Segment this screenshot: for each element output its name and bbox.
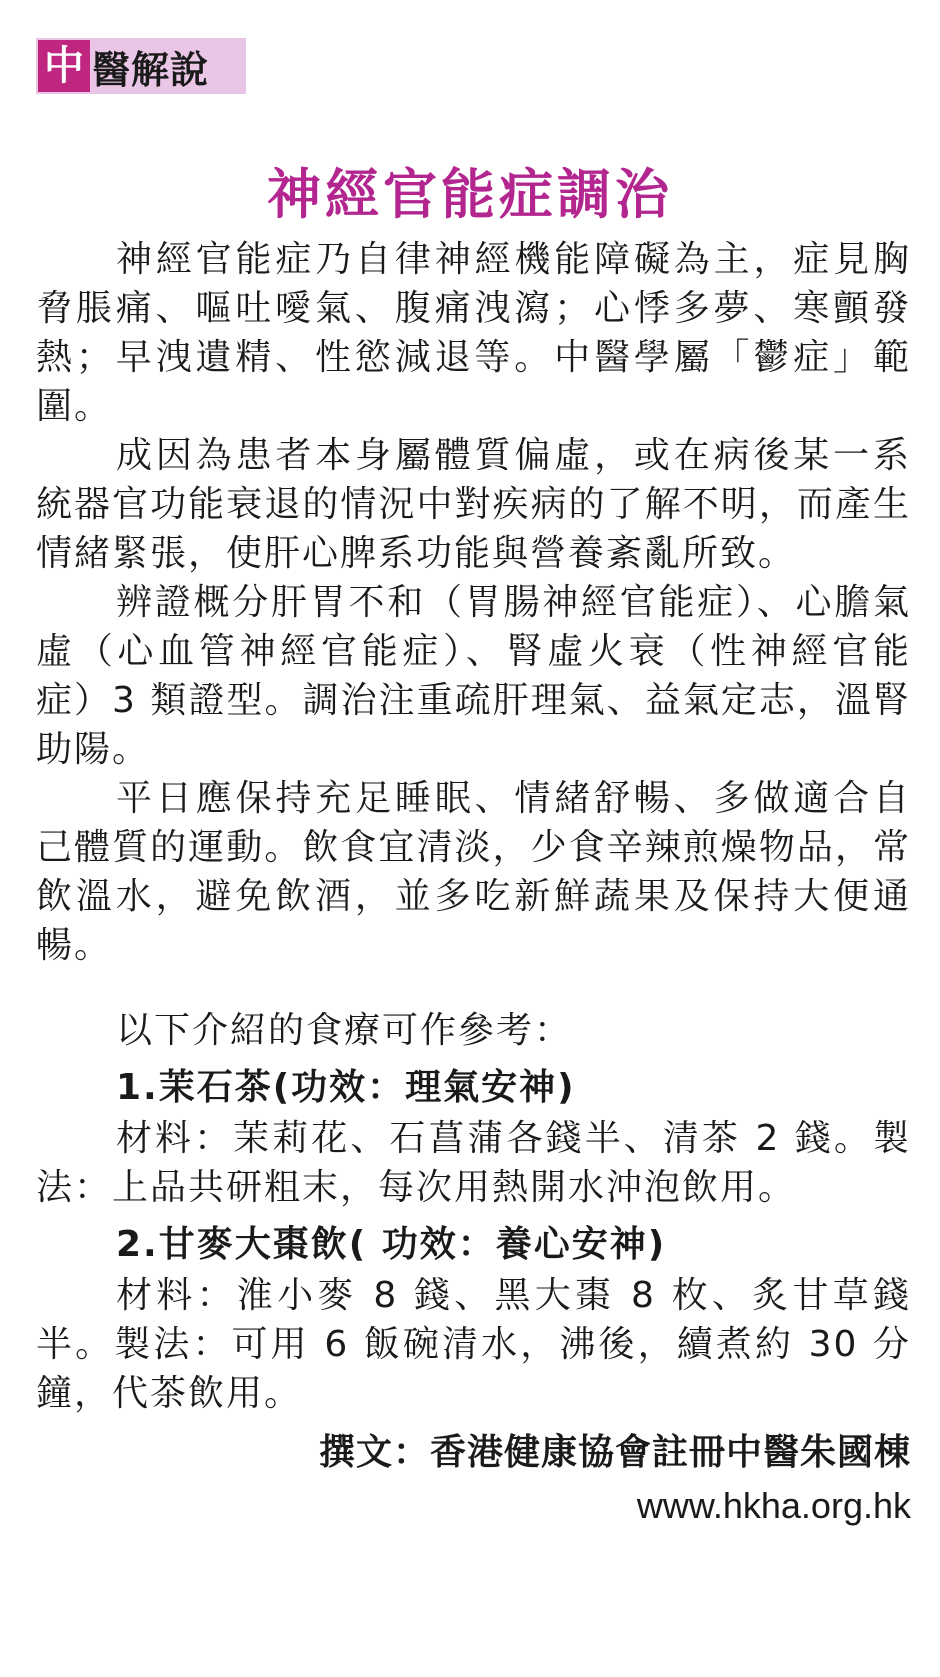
recipes-intro: 以下介紹的食療可作參考：: [116, 1010, 573, 1051]
recipe-title: 1.茉石茶(功效：理氣安神): [116, 1067, 576, 1108]
column-badge: 中: [38, 40, 90, 92]
recipe-body: 材料：茉莉花、石菖蒲各錢半、清茶 2 錢。製法：上品共研粗末，每次用熱開水沖泡飲用。: [36, 1118, 911, 1208]
recipe-title: 2.甘麥大棗飲( 功效：養心安神): [116, 1224, 667, 1265]
paragraph-symptoms: 神經官能症乃自律神經機能障礙為主，症見胸脅脹痛、嘔吐噯氣、腹痛洩瀉；心悸多夢、寒顫發熱；早洩遺精、性慾減退等。中醫學屬「鬱症」範圍。: [36, 239, 911, 427]
article-body: [36, 235, 911, 1530]
article-title: 神經官能症調治: [267, 163, 673, 226]
author-byline: 撰文：香港健康協會註冊中醫朱國棟: [318, 1432, 911, 1473]
column-header: [36, 38, 246, 94]
column-label: 醫解說: [92, 47, 210, 92]
paragraph-diagnosis: 辨證概分肝胃不和（胃腸神經官能症）、心膽氣虛（心血管神經官能症）、腎虛火衰（性神經官能症）3 類證型。調治注重疏肝理氣、益氣定志，溫腎助陽。: [36, 582, 911, 770]
paragraph-spacer: [36, 970, 911, 1006]
recipe-body: 材料：淮小麥 8 錢、黑大棗 8 枚、炙甘草錢半。製法：可用 6 飯碗清水，沸後，續煮約 30 分鐘，代茶飲用。: [36, 1275, 911, 1414]
paragraph-causes: 成因為患者本身屬體質偏虛，或在病後某一系統器官功能衰退的情況中對疾病的了解不明，而產生情緒緊張，使肝心脾系功能與營養紊亂所致。: [36, 435, 911, 574]
paragraph-daily-care: 平日應保持充足睡眠、情緒舒暢、多做適合自己體質的運動。飲食宜清淡，少食辛辣煎燥物品，常飲溫水，避免飲酒，並多吃新鮮蔬果及保持大便通暢。: [36, 778, 911, 966]
website-url: www.hkha.org.hk: [636, 1485, 911, 1526]
